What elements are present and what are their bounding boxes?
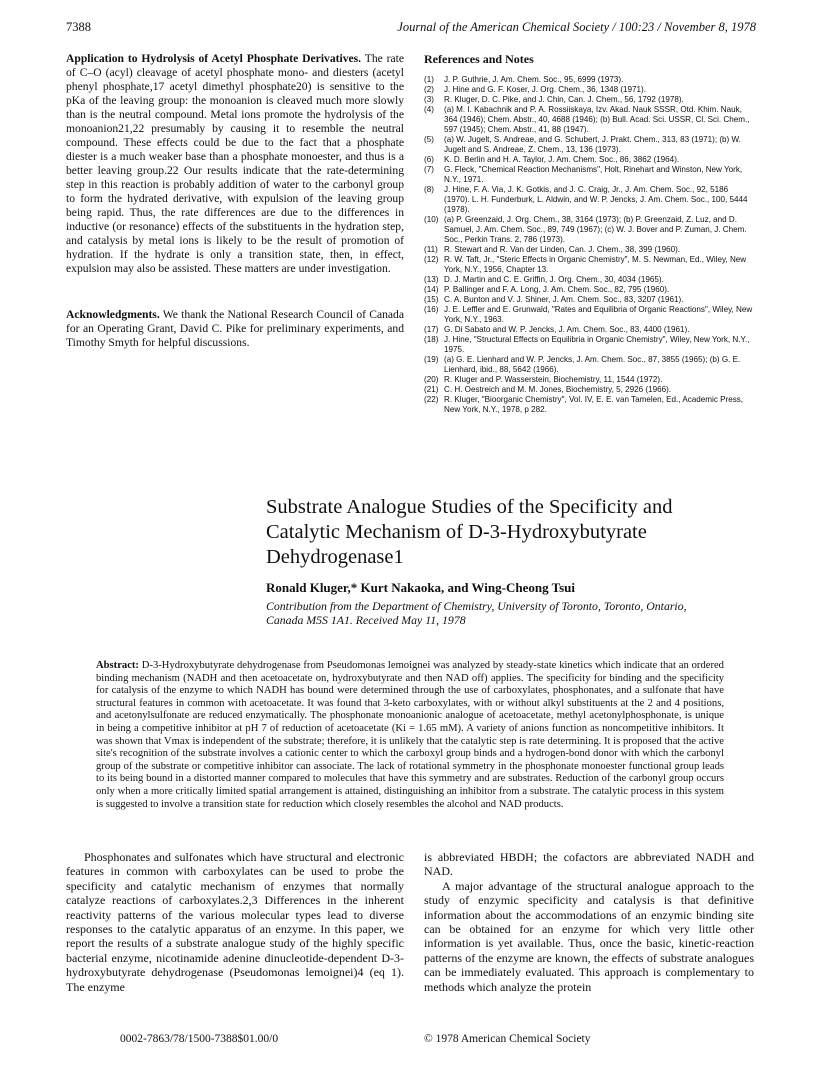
reference-number: (11) [424, 245, 438, 254]
reference-item [424, 385, 754, 395]
reference-number: (8) [424, 185, 434, 194]
footer-copyright: © 1978 American Chemical Society [424, 1033, 591, 1045]
reference-text: R. W. Taft, Jr., "Steric Effects in Organic Chemistry", M. S. Newman, Ed., Wiley, New York, N.Y., 1956, Chapter 13. [444, 255, 747, 274]
reference-text: R. Kluger, "Bioorganic Chemistry", Vol. IV, E. E. van Tamelen, Ed., Academic Press, New York, N.Y., 1978, p 282. [444, 395, 744, 414]
reference-text: J. Hine and G. F. Koser, J. Org. Chem., 36, 1348 (1971). [444, 85, 646, 94]
body-left-column [66, 850, 404, 994]
reference-number: (17) [424, 325, 439, 334]
reference-item [424, 275, 754, 285]
reference-number: (4) [424, 105, 434, 114]
reference-item [424, 135, 754, 155]
reference-item [424, 85, 754, 95]
article-title: Substrate Analogue Studies of the Specificity and Catalytic Mechanism of D-3-Hydroxybutyrate Dehydrogenase1 [266, 496, 673, 568]
reference-text: R. Kluger, D. C. Pike, and J. Chin, Can. J. Chem., 56, 1792 (1978). [444, 95, 684, 104]
acknowledgments [66, 308, 404, 350]
reference-item [424, 285, 754, 295]
reference-item [424, 335, 754, 355]
reference-number: (5) [424, 135, 434, 144]
references-title: References and Notes [424, 52, 534, 66]
reference-number: (21) [424, 385, 439, 394]
body-paragraph: A major advantage of the structural analogue approach to the study of enzymic specificity and catalysis is that definitive information about the accommodations of an enzymic binding site can be obtained for an enzyme for which very little other information is yet available. Thus, once the basic, kinetic-reaction patterns of the enzyme are known, the effects of substrate analogues can be immediately evaluated. This approach is complementary to methods which analyze the protein [424, 878, 754, 994]
abstract [96, 660, 724, 811]
reference-number: (15) [424, 295, 439, 304]
reference-text: (a) G. E. Lienhard and W. P. Jencks, J. Am. Chem. Soc., 87, 3855 (1965); (b) G. E. Lienhard, ibid., 88, 5642 (1966). [444, 355, 741, 374]
reference-text: J. E. Leffler and E. Grunwald, "Rates and Equilibria of Organic Reactions", Wiley, New York, N.Y., 1963. [444, 305, 753, 324]
references-section [424, 52, 754, 415]
ack-text: We thank the National Research Council of Canada for an Operating Grant, David C. Pike for preliminary experiments, and Timothy Smyth for helpful discussions. [66, 308, 404, 349]
reference-text: R. Kluger and P. Wasserstein, Biochemistry, 11, 1544 (1972). [444, 375, 663, 384]
reference-number: (6) [424, 155, 434, 164]
reference-number: (7) [424, 165, 434, 174]
references-list [424, 75, 754, 415]
reference-text: (a) P. Greenzaid, J. Org. Chem., 38, 3164 (1973); (b) P. Greenzaid, Z. Luz, and D. Samuel, J. Am. Chem. Soc., 89, 749 (1967); (c) W. J. Bover and P. Zuman, J. Chem. Soc., Perkin Trans. 2, 786 (1973). [444, 215, 747, 244]
reference-number: (10) [424, 215, 439, 224]
reference-item [424, 75, 754, 85]
body-right-column [424, 850, 754, 994]
reference-number: (12) [424, 255, 439, 264]
reference-text: C. A. Bunton and V. J. Shiner, J. Am. Chem. Soc., 83, 3207 (1961). [444, 295, 684, 304]
abstract-text: D-3-Hydroxybutyrate dehydrogenase from Pseudomonas lemoignei was analyzed by steady-state kinetics which indicate that an ordered binding mechanism (NADH and then acetoacetate on, hydroxybutyrate and then NAD off) applies. The specificity for binding and the specificity for catalysis of the enzyme to which NADH has bound were determined through the use of carboxylates, phosphonates, and a sulfonate that have structural features in common with acetoacetate. It was found that 3-keto carboxylates, with or without alkyl substituents at the 2 and 4 positions, and acetonylsulfonate are reduced enzymatically. The phosphonate monoanionic analogue of acetoacetate, methyl acetonylphosphonate, is unique in being a competitive inhibitor at pH 7 of reduction of acetoacetate (Ki = 1.65 mM). A variety of anions function as noncompetitive inhibitors. It was shown that Vmax is independent of the substrate; therefore, it is unlikely that the catalytic step is rate determining. It is proposed that the active site's recognition of the substrate involves a cationic center to which the carboxyl group binds and a hydrogen-bond donor with which the carbonyl group of the substrate or competitive inhibitor can associate. The lack of rotational symmetry in the phosphonate monoester functional group leads to its being bound in a distorted manner compared to molecules that have this symmetry and are substrates. Reduction of the carbonyl group occurs only when a more critically limited spatial arrangement is attained, distinguishing an inhibitor from a substrate. The catalytic process in this system is suggested to involve a transition state for reduction which closely resembles the alcohol and NAD products. [96, 660, 724, 810]
reference-text: P. Ballinger and F. A. Long, J. Am. Chem. Soc., 82, 795 (1960). [444, 285, 670, 294]
reference-item [424, 105, 754, 135]
reference-number: (3) [424, 95, 434, 104]
reference-item [424, 95, 754, 105]
reference-number: (20) [424, 375, 439, 384]
section-paragraph [66, 52, 404, 276]
reference-item [424, 185, 754, 215]
reference-item [424, 375, 754, 385]
reference-text: K. D. Berlin and H. A. Taylor, J. Am. Chem. Soc., 86, 3862 (1964). [444, 155, 680, 164]
article-authors: Ronald Kluger,* Kurt Nakaoka, and Wing-Cheong Tsui [266, 580, 575, 595]
abstract-label: Abstract: [96, 660, 139, 671]
reference-item [424, 155, 754, 165]
section-text: The rate of C–O (acyl) cleavage of acetyl phosphate mono- and diesters (acetyl phenyl phosphate,17 acetyl dimethyl phosphate20) is sensitive to the pKa of the leaving group: the monoanion is cleaved much more slowly than is the neutral compound. Metal ions promote the hydrolysis of the monoanion21,22 presumably by causing it to resemble the neutral compound. These effects could be due to the fact that a phosphate diester is a much weaker base than a phosphate monoester, and thus is a better leaving group.22 Our results indicate that the rate-determining step in this reaction is probably addition of water to the carbonyl group to form the hydrated derivative, with expulsion of the leaving group being rapid. Thus, the rate differences are due to the differences in inductive (or resonance) effects of the substituents in the hydration step, and catalysis by metal ions is likely to be the result of promotion of hydration. If the hydrate is only a transition state, then, in effect, expulsion may also be assisted. These matters are under investigation. [66, 52, 404, 275]
reference-item [424, 305, 754, 325]
reference-text: R. Stewart and R. Van der Linden, Can. J. Chem., 38, 399 (1960). [444, 245, 681, 254]
reference-number: (16) [424, 305, 439, 314]
reference-number: (19) [424, 355, 439, 364]
reference-number: (18) [424, 335, 439, 344]
reference-text: (a) M. I. Kabachnik and P. A. Rossiiskaya, Izv. Akad. Nauk SSSR, Otd. Khim. Nauk, 364 (1946); Chem. Abstr., 40, 4688 (1946); (b) Bull. Acad. Sci. USSR, Cl. Sci. Chem., 597 (1945); Chem. Abstr., 41, 88 (1947). [444, 105, 750, 134]
reference-text: (a) W. Jugelt, S. Andreae, and G. Schubert, J. Prakt. Chem., 313, 83 (1971); (b) W. Jugelt and S. Andreae, Z. Chem., 13, 136 (1973). [444, 135, 741, 154]
section-title: Application to Hydrolysis of Acetyl Phosphate Derivatives. [66, 52, 362, 65]
reference-number: (1) [424, 75, 434, 84]
reference-text: G. Di Sabato and W. P. Jencks, J. Am. Chem. Soc., 83, 4400 (1961). [444, 325, 690, 334]
ack-title: Acknowledgments. [66, 308, 160, 321]
footer-code: 0002-7863/78/1500-7388$01.00/0 [120, 1033, 279, 1045]
reference-number: (14) [424, 285, 439, 294]
reference-number: (2) [424, 85, 434, 94]
reference-text: J. Hine, F. A. Via, J. K. Gotkis, and J. C. Craig, Jr., J. Am. Chem. Soc., 92, 5186 (1970). L. H. Funderburk, L. Aldwin, and W. P. Jencks, J. Am. Chem. Soc., 100, 5444 (1978). [444, 185, 748, 214]
reference-item [424, 395, 754, 415]
running-header: Journal of the American Chemical Society / 100:23 / November 8, 1978 [397, 20, 756, 34]
page-number: 7388 [66, 20, 91, 34]
reference-text: J. P. Guthrie, J. Am. Chem. Soc., 95, 6999 (1973). [444, 75, 624, 84]
reference-item [424, 295, 754, 305]
reference-item [424, 245, 754, 255]
reference-item [424, 325, 754, 335]
reference-text: D. J. Martin and C. E. Griffin, J. Org. Chem., 30, 4034 (1965). [444, 275, 664, 284]
reference-text: G. Fleck, "Chemical Reaction Mechanisms", Holt, Rinehart and Winston, New York, N.Y., 1971. [444, 165, 743, 184]
reference-number: (13) [424, 275, 439, 284]
body-paragraph: Phosphonates and sulfonates which have structural and electronic features in common with carboxylates can be used to probe the specificity and catalytic mechanism of enzymes that normally catalyze reactions of carboxylates.2,3 Differences in the inherent reactivity patterns of the various molecular types lead to diverse responses to the catalytic apparatus of an enzyme. In this paper, we report the results of a substrate analogue study of the highly specific bacterial enzyme, nicotinamide adenine dinucleotide-dependent D-3-hydroxybutyrate dehydrogenase (Pseudomonas lemoignei)4 (eq 1). The enzyme [66, 850, 404, 994]
body-paragraph-continued: is abbreviated HBDH; the cofactors are abbreviated NADH and NAD. [424, 850, 754, 879]
reference-item [424, 215, 754, 245]
reference-number: (22) [424, 395, 439, 404]
reference-item [424, 355, 754, 375]
article-contribution: Contribution from the Department of Chemistry, University of Toronto, Toronto, Ontario, Canada M5S 1A1. Received May 11, 1978 [266, 599, 687, 627]
reference-text: C. H. Oestreich and M. M. Jones, Biochemistry, 5, 2926 (1966). [444, 385, 672, 394]
left-column [66, 52, 404, 350]
reference-text: J. Hine, "Structural Effects on Equilibria in Organic Chemistry", Wiley, New York, N.Y., 1975. [444, 335, 750, 354]
reference-item [424, 255, 754, 275]
reference-item [424, 165, 754, 185]
